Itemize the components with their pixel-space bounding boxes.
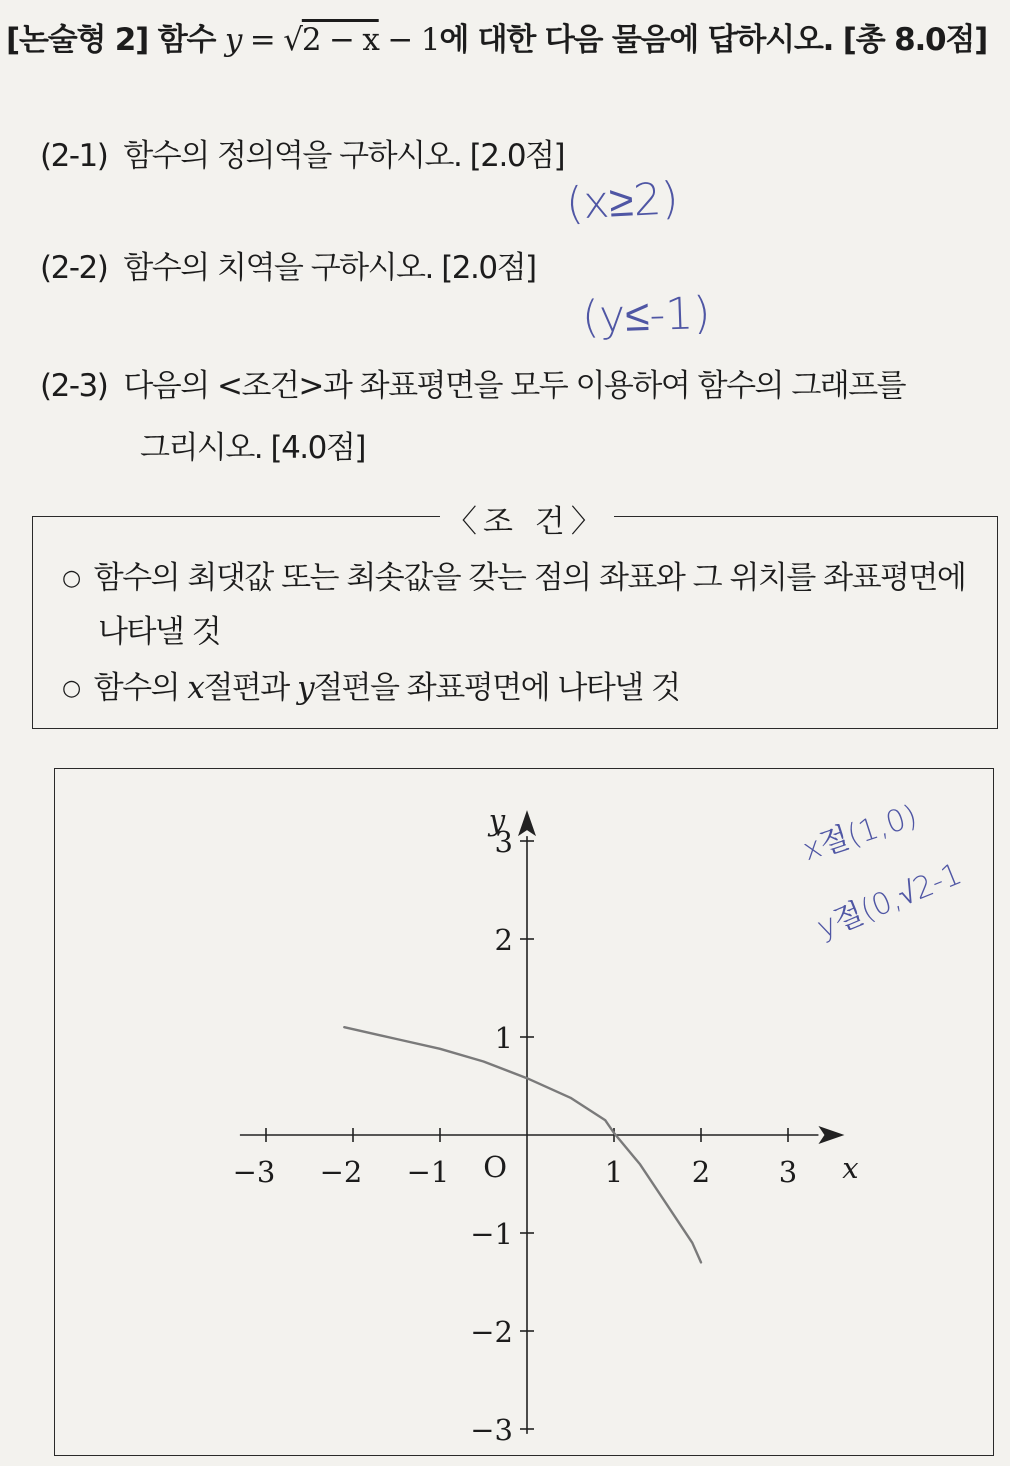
sqrt-sign: √ <box>283 22 302 58</box>
bullet-icon: ○ <box>62 676 80 701</box>
conditions-title: 〈조 건〉 <box>440 496 614 541</box>
title-y: y <box>224 22 242 58</box>
question-2-3-line2: 그리시오. [4.0점] <box>140 430 365 466</box>
x-tick-label: 2 <box>691 1155 711 1189</box>
question-text: 다음의 <조건>과 좌표평면을 모두 이용하여 함수의 그래프를 <box>123 368 906 404</box>
condition-y-var: y <box>297 670 314 706</box>
condition-x-var: x <box>187 670 204 706</box>
handwritten-answer-2: (y≤-1) <box>581 287 712 344</box>
y-tick-label: 3 <box>494 825 513 859</box>
question-text: 함수의 정의역을 구하시오. [2.0점] <box>123 138 565 174</box>
title-minus-one: − 1 <box>378 22 440 58</box>
question-number: (2-2) <box>40 250 108 286</box>
title-prefix: [논술형 2] 함수 <box>6 22 225 58</box>
y-tick-label: 2 <box>494 923 513 957</box>
x-tick-label: 3 <box>778 1155 798 1189</box>
y-tick-label: 1 <box>494 1021 513 1055</box>
x-axis-arrow-icon <box>818 1126 844 1144</box>
title-suffix: 에 대한 다음 물음에 답하시오. [총 8.0점] <box>439 22 988 58</box>
x-axis-label: x <box>842 1151 859 1185</box>
y-axis-label: y <box>488 803 506 838</box>
condition-item-1-line2: 나타낼 것 <box>98 614 221 650</box>
bullet-icon: ○ <box>62 566 80 591</box>
handwritten-answer-1: (x≥2) <box>564 173 680 230</box>
sketched-function-curve <box>344 1027 701 1262</box>
y-tick-label: −3 <box>470 1413 513 1447</box>
handwritten-note-y-intercept: y절(0,√2-1 <box>812 856 967 947</box>
condition-text: 함수의 최댓값 또는 최솟값을 갖는 점의 좌표와 그 위치를 좌표평면에 <box>93 560 966 596</box>
title-eq: = <box>241 22 284 58</box>
condition-text: 절편과 <box>203 670 298 706</box>
question-text: 함수의 치역을 구하시오. [2.0점] <box>123 250 536 286</box>
question-number: (2-1) <box>40 138 108 174</box>
y-tick-label: −1 <box>470 1217 513 1251</box>
x-tick-label: 1 <box>604 1155 624 1189</box>
handwritten-note-x-intercept: x절(1,0) <box>798 798 922 869</box>
y-axis-arrow-icon <box>518 810 536 836</box>
radicand: 2 − x <box>301 22 379 58</box>
condition-text: 절편을 좌표평면에 나타낼 것 <box>313 670 680 706</box>
x-tick-label: −3 <box>232 1155 276 1189</box>
x-tick-label: −1 <box>406 1155 450 1189</box>
condition-text: 함수의 <box>93 670 188 706</box>
y-tick-label: −2 <box>470 1315 513 1349</box>
question-number: (2-3) <box>40 368 108 404</box>
x-tick-label: −2 <box>319 1155 363 1189</box>
origin-label: O <box>483 1150 507 1184</box>
